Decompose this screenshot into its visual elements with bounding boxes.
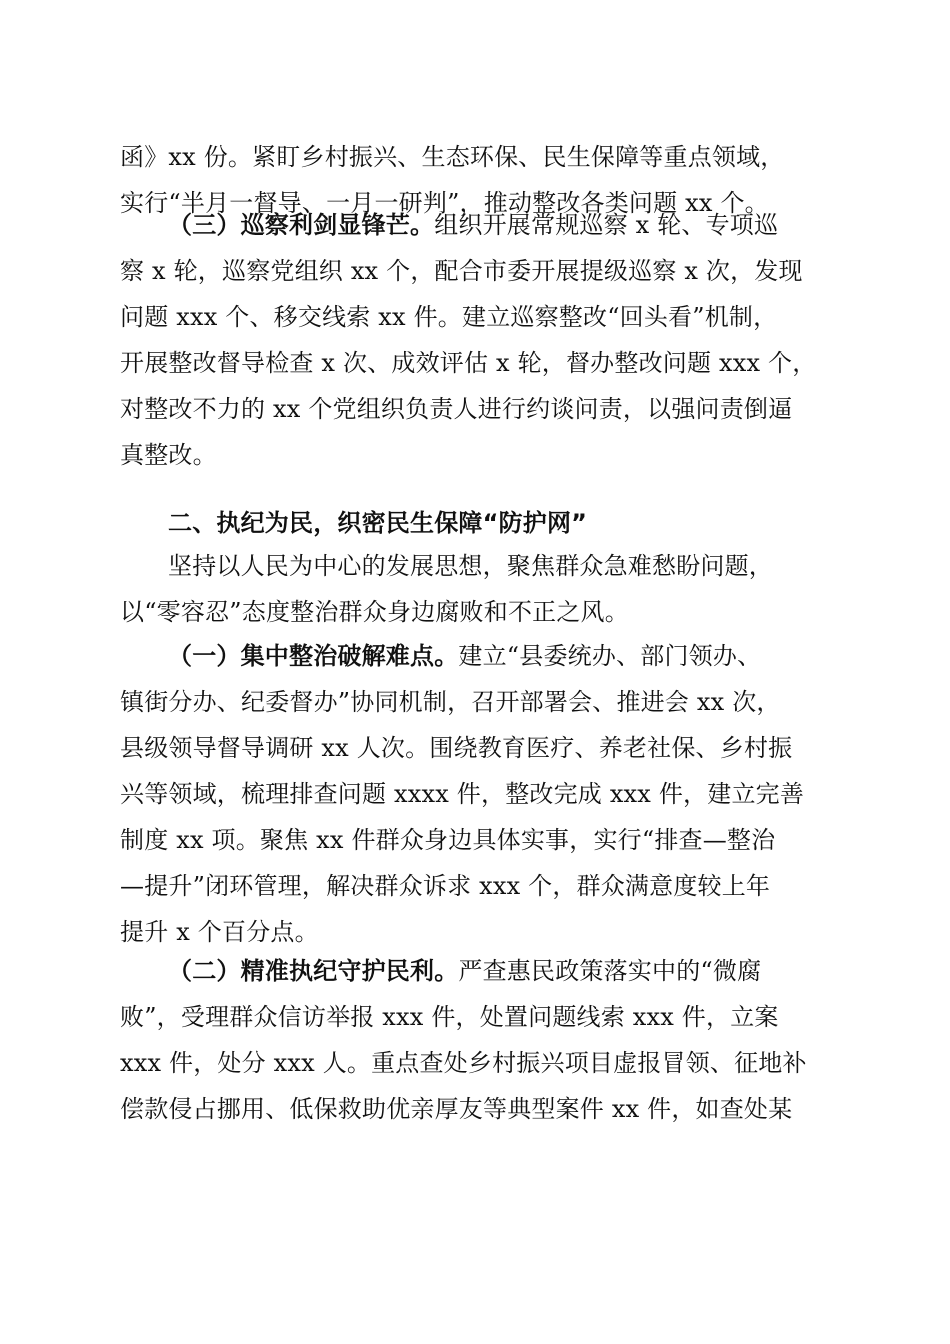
text-line: 县级领导督导调研 xx 人次。围绕教育医疗、养老社保、乡村振	[120, 734, 793, 762]
text-line: xxx 件，处分 xxx 人。重点查处乡村振兴项目虚报冒领、征地补	[120, 1049, 807, 1077]
text-span: 组织开展常规巡察 x 轮、专项巡	[434, 211, 779, 239]
text-line: 以“零容忍”态度整治群众身边腐败和不正之风。	[120, 598, 629, 626]
text-line: 坚持以人民为中心的发展思想，聚焦群众急难愁盼问题，	[168, 552, 773, 580]
paragraph-inspection	[120, 202, 832, 478]
subheading-lead: （三）巡察利剑显锋芒。	[168, 210, 435, 239]
text-line: 问题 xxx 个、移交线索 xx 件。建立巡察整改“回头看”机制，	[120, 303, 778, 331]
text-line: 镇街分办、纪委督办”协同机制，召开部署会、推进会 xx 次，	[120, 688, 781, 716]
text-line: 察 x 轮，巡察党组织 xx 个，配合市委开展提级巡察 x 次，发现	[120, 257, 803, 285]
text-line: 实行“半月一督导、一月一研判”，推动整改各类问题 xx 个。	[120, 189, 769, 217]
section-heading-block	[120, 500, 832, 546]
text-line: 函》xx 份。紧盯乡村振兴、生态环保、民生保障等重点领域，	[120, 143, 785, 171]
text-line: 偿款侵占挪用、低保救助优亲厚友等典型案件 xx 件，如查处某	[120, 1095, 793, 1123]
text-span: 严查惠民政策落实中的“微腐	[458, 957, 762, 985]
text-line: 对整改不力的 xx 个党组织负责人进行约谈问责，以强问责倒逼	[120, 395, 793, 423]
text-line: 制度 xx 项。聚焦 xx 件群众身边具体实事，实行“排查—整治	[120, 826, 776, 854]
text-line: 提升 x 个百分点。	[120, 918, 319, 946]
paragraph-discipline	[120, 948, 832, 1132]
text-line: —提升”闭环管理，解决群众诉求 xxx 个，群众满意度较上年	[120, 872, 771, 900]
text-line: 开展整改督导检查 x 次、成效评估 x 轮，督办整改问题 xxx 个，	[120, 349, 817, 377]
section-heading: 二、执纪为民，织密民生保障“防护网”	[168, 509, 588, 537]
paragraph-rectification	[120, 633, 832, 955]
text-line	[120, 202, 832, 248]
text-line: 兴等领域，梳理排查问题 xxxx 件，整改完成 xxx 件，建立完善	[120, 780, 805, 808]
subheading-lead: （二）精准执纪守护民利。	[168, 956, 459, 985]
paragraph-intro	[120, 543, 832, 635]
text-line	[120, 948, 832, 994]
text-span: 建立“县委统办、部门领办、	[458, 642, 762, 670]
text-line: 真整改。	[120, 441, 217, 469]
text-line: 败”，受理群众信访举报 xxx 件，处置问题线索 xxx 件，立案	[120, 1003, 779, 1031]
subheading-lead: （一）集中整治破解难点。	[168, 641, 459, 670]
text-line	[120, 633, 832, 679]
